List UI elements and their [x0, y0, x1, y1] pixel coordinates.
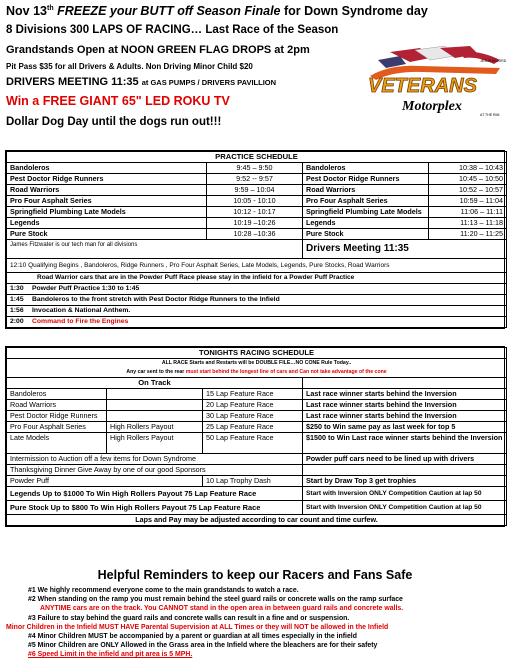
reminders-title: Helpful Reminders to keep our Racers and Fans Safe	[97, 568, 413, 582]
logo-motorplex: Motorplex	[402, 99, 462, 114]
date-suffix: th	[47, 4, 54, 12]
practice-time: 11:20 – 11:25	[429, 229, 507, 240]
division-name: Legends	[7, 218, 207, 229]
practice-time: 10:52 – 10:57	[429, 185, 507, 196]
race-payout: High Rollers Payout	[107, 422, 203, 433]
practice-time: 10:38 – 10:43	[429, 163, 507, 174]
powder-puff-lineup: Powder puff cars need to be lined up with drivers	[303, 454, 507, 465]
powder-puff-row	[7, 476, 507, 487]
practice-time: 11:06 – 11:11	[429, 207, 507, 218]
practice-row	[7, 207, 507, 218]
division-name: Road Warriors	[7, 185, 207, 196]
reminder-text: When standing on the ramp you must remain behind the steel guard rails or concrete walls on the ramp surface	[37, 596, 403, 604]
race-row	[7, 422, 507, 433]
logo-veterans: VETERANS	[368, 75, 477, 97]
reminder-1	[28, 586, 299, 595]
reminder-6-speed-limit: #6 Speed Limit in the infield and pit area is 5 MPH.	[28, 651, 193, 659]
schedule-text: Invocation & National Anthem.	[32, 307, 131, 314]
schedule-text: Powder Puff Practice 1:30 to 1:45	[32, 285, 140, 292]
division-name: Legends	[303, 218, 429, 229]
drivers-meeting-line	[6, 76, 276, 88]
schedule-row	[7, 295, 507, 306]
division-name: Pro Four Asphalt Series	[303, 196, 429, 207]
reminder-3	[28, 614, 349, 623]
logo-at-the-rim: AT THE RIM	[480, 113, 500, 117]
trophy-dash: 10 Lap Trophy Dash	[203, 476, 303, 487]
reminder-text: Failure to stay behind the guard rails and concrete walls can result in a fine and or suspension.	[37, 614, 350, 622]
rear-start-prefix: Any car sent to the rear	[126, 369, 186, 375]
practice-title: PRACTICE SCHEDULE	[7, 152, 507, 163]
qualifying-row: 12:10 Qualifying Begins , Bandoleros, Ridge Runners , Pro Four Asphalt Series, Late Models, Legends, Pure Stocks, Road Warriors	[7, 259, 507, 273]
dollar-dog-day: Dollar Dog Day until the dogs run out!!!	[6, 116, 222, 128]
rear-start-rule: must start behind the longest line of cars and Can not take advantage of the cone	[185, 369, 387, 375]
division-name: Pure Stock	[303, 229, 429, 240]
schedule-text: Bandoleros to the front stretch with Pest Doctor Ridge Runners to the Infield	[32, 296, 280, 303]
legends-feature: Legends Up to $1000 To Win High Rollers Payout 75 Lap Feature Race	[7, 487, 303, 501]
reminder-number: #3	[28, 614, 36, 622]
schedule-time: 1:56	[10, 307, 24, 314]
schedule-time: 1:45	[10, 296, 24, 303]
reminder-number: #5	[28, 642, 36, 650]
schedule-row	[7, 306, 507, 317]
division-name: Springfield Plumbing Late Models	[7, 207, 207, 218]
race-rule: Last race winner starts behind the Inversion	[303, 400, 507, 411]
race-division: Bandoleros	[7, 389, 107, 400]
practice-time: 10:12 - 10:17	[207, 207, 303, 218]
race-division: Pro Four Asphalt Series	[7, 422, 107, 433]
racing-schedule	[5, 346, 505, 527]
reminder-4	[28, 632, 357, 641]
race-row	[7, 411, 507, 422]
logo-tagline: JESUS IS LORD	[480, 59, 507, 63]
practice-row	[7, 196, 507, 207]
event-cause: for Down Syndrome day	[284, 4, 428, 18]
reminder-5	[28, 641, 377, 650]
race-length: 25 Lap Feature Race	[203, 422, 303, 433]
race-length: 20 Lap Feature Race	[203, 400, 303, 411]
race-row	[7, 433, 507, 454]
double-file-note: ALL RACE Starts and Restarts will be DOUBLE FILE…NO CONE Rule Today..	[7, 359, 507, 369]
trophy-rule: Start by Draw Top 3 get trophies	[303, 476, 507, 487]
on-track-header: On Track	[7, 378, 303, 389]
veterans-motorplex-logo	[360, 46, 510, 118]
race-rule: $1500 to Win Last race winner starts behind the Inversion	[303, 433, 507, 454]
practice-time: 9:52 -- 9:57	[207, 174, 303, 185]
schedule-row	[7, 284, 507, 295]
reminder-text: Minor Children are ONLY Allowed in the Grass area in the Infield where the bleachers are for their safety	[37, 642, 378, 650]
grandstand-times: Grandstands Open at NOON GREEN FLAG DROPS at 2pm	[6, 44, 310, 56]
pure-stock-feature: Pure Stock Up to $800 To Win High Rollers Payout 75 Lap Feature Race	[7, 501, 303, 515]
practice-schedule	[5, 150, 505, 329]
race-length: 50 Lap Feature Race	[203, 433, 303, 454]
race-division: Road Warriors	[7, 400, 107, 411]
division-name: Bandoleros	[303, 163, 429, 174]
pit-pass-prices: Pit Pass $35 for all Drivers & Adults. Non Driving Minor Child $20	[6, 62, 253, 71]
race-row	[7, 400, 507, 411]
schedule-text: Command to Fire the Engines	[32, 318, 129, 325]
event-date: Nov 13	[6, 4, 47, 18]
powder-puff-label: Powder Puff	[7, 476, 203, 487]
practice-row	[7, 185, 507, 196]
practice-time: 9:59 – 10:04	[207, 185, 303, 196]
race-rule: Last race winner starts behind the Inversion	[303, 411, 507, 422]
intermission-row: Intermission to Auction off a few items for Down Syndrome	[7, 454, 303, 465]
schedule-time: 1:30	[10, 285, 24, 292]
thanksgiving-row: Thanksgiving Dinner Give Away by one of our good Sponsors	[7, 465, 303, 476]
reminder-text: We highly recommend everyone come to the main grandstands to watch a race.	[37, 587, 299, 594]
drivers-meeting-place: at GAS PUMPS / DRIVERS PAVILLION	[141, 78, 277, 87]
race-row	[7, 389, 507, 400]
reminder-2	[28, 595, 403, 604]
division-name: Springfield Plumbing Late Models	[303, 207, 429, 218]
legends-rule: Start with Inversion ONLY Competition Caution at lap 50	[303, 487, 507, 501]
schedule-time: 2:00	[10, 318, 24, 325]
race-length: 15 Lap Feature Race	[203, 389, 303, 400]
race-payout	[107, 411, 203, 422]
division-name: Pest Doctor Ridge Runners	[303, 174, 429, 185]
curfew-note: Laps and Pay may be adjusted according to car count and time curfew.	[7, 515, 507, 526]
reminder-2-warning: ANYTIME cars are on the track. You CANNOT stand in the open area in between guard rails and concrete walls.	[40, 605, 404, 613]
race-rule: $250 to Win same pay as last week for top 5	[303, 422, 507, 433]
race-rule: Last race winner starts behind the Inversion	[303, 389, 507, 400]
division-name: Road Warriors	[303, 185, 429, 196]
minor-supervision-warning: Minor Children in the Infield MUST HAVE Parental Supervision at ALL Times or they will NOT be allowed in the Infield	[6, 623, 389, 631]
race-payout	[107, 389, 203, 400]
practice-row	[7, 229, 507, 240]
event-title	[6, 4, 428, 18]
schedule-row	[7, 317, 507, 328]
event-divisions: 8 Divisions 300 LAPS OF RACING… Last Race of the Season	[6, 24, 339, 36]
practice-row	[7, 218, 507, 229]
race-length: 30 Lap Feature Race	[203, 411, 303, 422]
race-division: Late Models	[7, 433, 107, 454]
practice-time: 10:19 –10:26	[207, 218, 303, 229]
practice-time: 10:05 - 10:10	[207, 196, 303, 207]
practice-time: 10:45 – 10:50	[429, 174, 507, 185]
practice-time: 9:45 – 9:50	[207, 163, 303, 174]
reminder-number: #4	[28, 633, 36, 640]
road-warrior-note: Road Warrior cars that are in the Powder Puff Race please stay in the infield for a Powder Puff Practice	[7, 273, 507, 284]
division-name: Pest Doctor Ridge Runners	[7, 174, 207, 185]
racing-schedule-title: TONIGHTS RACING SCHEDULE	[7, 348, 507, 359]
division-name: Pure Stock	[7, 229, 207, 240]
practice-time: 10:28 –10:36	[207, 229, 303, 240]
practice-time: 10:59 – 11:04	[429, 196, 507, 207]
race-payout	[107, 400, 203, 411]
drivers-meeting-cell: Drivers Meeting 11:35	[303, 240, 507, 259]
reminder-number: #2	[28, 596, 36, 604]
reminder-text: Minor Children MUST be accompanied by a parent or guardian at all times especially in the infield	[37, 633, 357, 640]
flyer-header	[0, 0, 510, 150]
tech-man-note: James Fitzwater is our tech man for all divisions	[7, 240, 303, 259]
practice-time: 11:13 – 11:18	[429, 218, 507, 229]
event-name: FREEZE your BUTT off Season Finale	[57, 4, 281, 18]
practice-row	[7, 174, 507, 185]
drivers-meeting-time: DRIVERS MEETING 11:35	[6, 76, 139, 88]
division-name: Bandoleros	[7, 163, 207, 174]
race-payout: High Rollers Payout	[107, 433, 203, 454]
tv-giveaway: Win a FREE GIANT 65" LED ROKU TV	[6, 94, 230, 108]
race-division: Pest Doctor Ridge Runners	[7, 411, 107, 422]
practice-row	[7, 163, 507, 174]
division-name: Pro Four Asphalt Series	[7, 196, 207, 207]
reminder-number: #1	[28, 587, 36, 594]
pure-stock-rule: Start with Inversion ONLY Competition Caution at lap 50	[303, 501, 507, 515]
rear-start-note	[7, 368, 507, 378]
